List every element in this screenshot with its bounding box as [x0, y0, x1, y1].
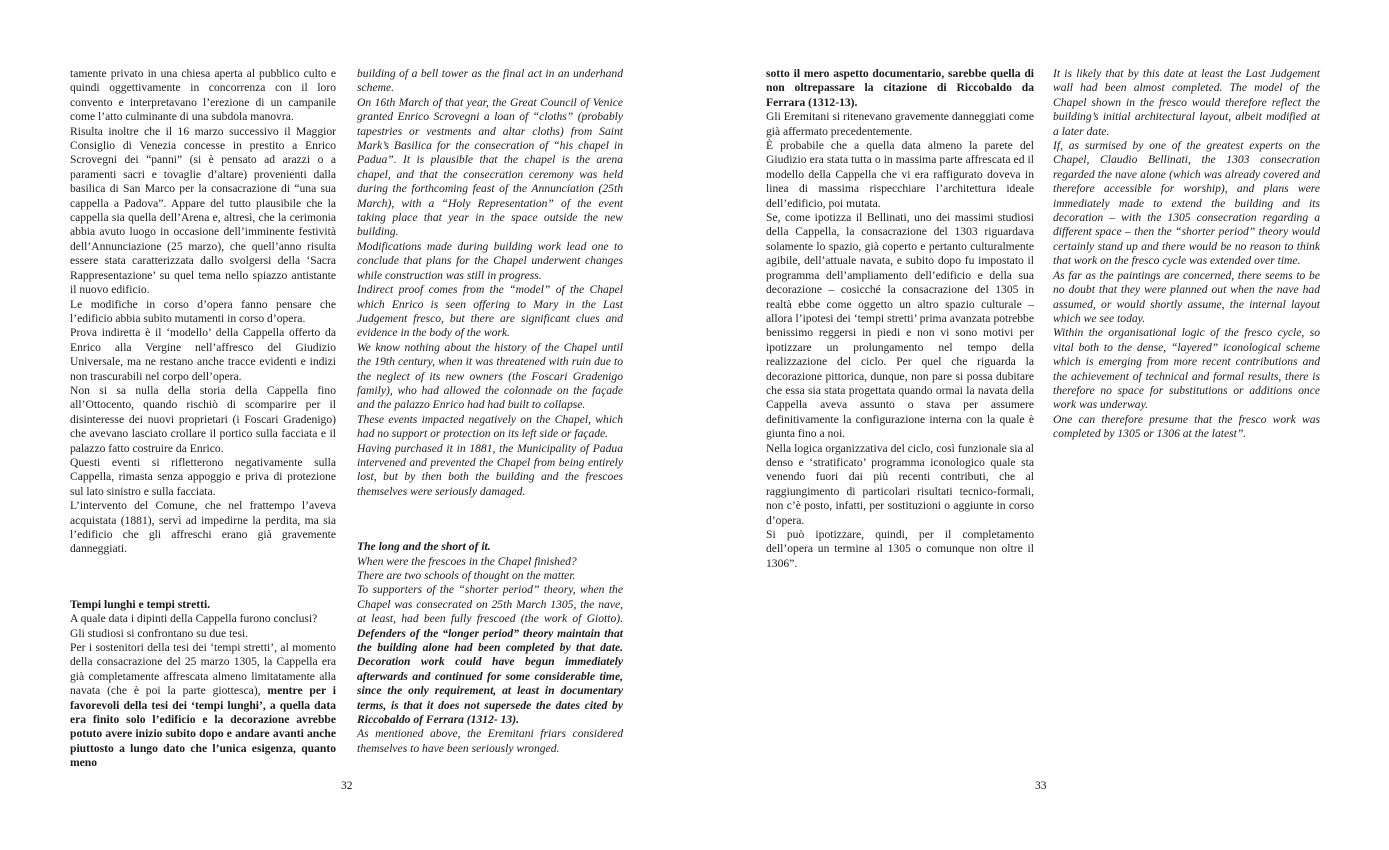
text-run: To supporters of the “shorter period” theory, when the Chapel was consecrated on 25th March 1305, the nave, at least, had been fully frescoed (the work of Giotto). [357, 583, 623, 626]
paragraph: L’intervento del Comune, che nel frattempo l’aveva acquistata (1881), servì ad impedirne la perdita, ma sia l’edificio che gli affreschi erano già gravemente danneggiati. [70, 499, 336, 556]
paragraph: Prova indiretta è il ‘modello’ della Cappella offerto da Enrico alla Vergine nell’affresco del Giudizio Universale, ma ne restano anche tracce evidenti e indizi non trascurabili nel corpo dell’opera. [70, 326, 336, 383]
paragraph: We know nothing about the history of the Chapel until the 19th century, when it was threatened with ruin due to the neglect of its new owners (the Foscari Gradenigo family), who had allowed the colonnade on the façade and the palazzo Enrico had had built to collapse. [357, 340, 623, 412]
paragraph: Indirect proof comes from the “model” of the Chapel which Enrico is seen offering to Mary in the Last Judgement fresco, but there are significant clues and evidence in the body of the work. [357, 283, 623, 340]
paragraph: Gli studiosi si confrontano su due tesi. [70, 626, 249, 640]
paragraph: When were the frescoes in the Chapel finished? [357, 554, 577, 568]
spacer [70, 584, 336, 598]
paragraph: Questi eventi si rifletterono negativamente sulla Cappella, rimasta senza appoggio e priva di protezione sul lato sinistro e sulla facciata. [70, 455, 336, 498]
left-page-italian-column [70, 67, 336, 771]
paragraph: È probabile che a quella data almeno la parete del Giudizio era stata tutta o in massima parte affrescata ed il modello della Cappella che vi era raffigurato doveva in linea di massima rispecchiare l’architettura ideale dell’edificio, poi mutata. [766, 139, 1034, 210]
paragraph: Gli Eremitani si ritenevano gravemente danneggiati come già affermato precedentemente. [766, 110, 1034, 138]
paragraph: Non si sa nulla della storia della Cappella fino all’Ottocento, quando rischiò di scomparire per il disinteresse dei nuovi proprietari (i Foscari Gradenigo) che avevano lasciato crollare il portico sulla facciata e il palazzo fatto costruire da Enrico. [70, 383, 336, 455]
paragraph: These events impacted negatively on the Chapel, which had no support or protection on its left side or façade. [357, 412, 623, 441]
paragraph: If, as surmised by one of the greatest experts on the Chapel, Claudio Bellinati, the 1303 consecration regarded the nave alone (which was already covered and therefore accessible for worship), and plans were immediately made to extend the building and its decoration – with the 1305 consecration regarding a different space – then the “shorter period” theory would certainly stand up and there would be no reason to think that work on the fresco cycle was extended over time. [1053, 139, 1320, 268]
section-heading: The long and the short of it. [357, 540, 491, 554]
right-page-english-column [1053, 67, 1320, 442]
paragraph [70, 641, 336, 771]
paragraph: Nella logica organizzativa del ciclo, così funzionale sia al denso e ‘stratificato’ programma iconologico quale sta venendo fuori dai più recenti contributi, che al raggiungimento di particolari risultati tecnico-formali, non c’è posto, infatti, per sostituzioni o aggiunte in corso d’opera. [766, 441, 1034, 527]
paragraph: sotto il mero aspetto documentario, sarebbe quella di non oltrepassare la citazione di Riccobaldo da Ferrara (1312-13). [766, 67, 1034, 109]
bold-text-run: Defenders of the “longer period” theory maintain that the building alone had been completed by that date. Decoration work could have begun immediately afterwards and continued for some considerable time, since the only requirement, at least in documentary terms, is that it does not supersede the dates cited by Riccobaldo of Ferrara (1312- 13). [357, 626, 623, 727]
paragraph: Within the organisational logic of the fresco cycle, so vital both to the dense, “layered” iconological scheme which is emerging from more recent contributions and the achievement of technical and formal results, there is therefore no space for substitutions or additions once work was underway. [1053, 326, 1320, 412]
page-number: 33 [1035, 780, 1047, 792]
left-page-english-column [357, 67, 623, 756]
spacer [357, 526, 623, 540]
paragraph: Having purchased it in 1881, the Municipality of Padua intervened and prevented the Chapel from being entirely lost, but by then both the building and the frescoes themselves were seriously damaged. [357, 441, 623, 498]
right-page-italian-column [766, 67, 1034, 571]
paragraph: A quale data i dipinti della Cappella furono conclusi? [70, 612, 318, 626]
paragraph: It is likely that by this date at least the Last Judgement wall had been almost completed. The model of the Chapel shown in the fresco would therefore reflect the building’s initial architectural layout, albeit modified at a later date. [1053, 67, 1320, 138]
paragraph: One can therefore presume that the fresco work was completed by 1305 or 1306 at the latest”. [1053, 412, 1320, 441]
section-heading: Tempi lunghi e tempi stretti. [70, 597, 211, 611]
paragraph: Le modifiche in corso d’opera fanno pensare che l’edificio abbia subito mutamenti in corso d’opera. [70, 297, 336, 325]
paragraph: building of a bell tower as the final act in an underhand scheme. [357, 67, 623, 95]
text-run: Per i sostenitori della tesi dei ‘tempi stretti’, al momento della consacrazione del 25 marzo 1305, la Cappella era già completamente affrescata almeno limitatamente alla navata (che è poi la parte giottesca), [70, 641, 336, 698]
paragraph: As far as the paintings are concerned, there seems to be no doubt that they were planned out when the nave had assumed, or would shortly assume, the internal layout which we see today. [1053, 268, 1320, 325]
paragraph: There are two schools of thought on the matter. [357, 569, 576, 582]
bold-text-run: mentre per i favorevoli della tesi dei ‘tempi lunghi’, a quella data era finito solo l’edificio e la decorazione avrebbe potuto avere inizio subito dopo e andare avanti anche piuttosto a lungo dato che l’unica esigenza, quanto meno [70, 684, 336, 770]
paragraph: Modifications made during building work lead one to conclude that plans for the Chapel underwent changes while construction was still in progress. [357, 239, 623, 282]
paragraph: Si può ipotizzare, quindi, per il completamento dell’opera un termine al 1305 o comunque non oltre il 1306”. [766, 528, 1034, 570]
paragraph: On 16th March of that year, the Great Council of Venice granted Enrico Scrovegni a loan of “cloths” (probably tapestries or vestments and altar cloths) from Saint Mark’s Basilica for the consecration of “his chapel in Padua”. It is plausible that the chapel is the arena chapel, and that the consecration ceremony was held during the forthcoming feast of the Annunciation (25th March), with a “Holy Representation” of the event taking place that year in the space outside the new building. [357, 95, 623, 239]
paragraph: Se, come ipotizza il Bellinati, uno dei massimi studiosi della Cappella, la consacrazione del 1303 riguardava solamente lo spazio, già coperto e pertanto culturalmente agibile, dell’attuale navata, e subito dopo fu impostato il programma dell’ampliamento dell’edificio e della sua decorazione – cosicché la consacrazione del 1305 in realtà ebbe come oggetto un altro spazio culturale – allora l’ipotesi dei ‘tempi stretti’ prima avanzata potrebbe benissimo reggersi in piedi e non vi sono motivi per ipotizzare un prolungamento nel tempo della realizzazione del ciclo. Per quel che riguarda la decorazione pittorica, dunque, non pare si possa dubitare che essa sia stata progettata quando ormai la navata della Cappella aveva assunto o stava per assumere definitivamente la configurazione interna con la quale è giunta fino a noi. [766, 211, 1034, 441]
spacer [70, 557, 336, 584]
paragraph: tamente privato in una chiesa aperta al pubblico culto e quindi oggettivamente in concorrenza con il loro convento e interpretavano l’erezione di un campanile come l’atto culminante di una subdola manovra. [70, 67, 336, 124]
paragraph: Risulta inoltre che il 16 marzo successivo il Maggior Consiglio di Venezia concesse in prestito a Enrico Scrovegni dei “panni” (si è pensato ad arazzi o a paramenti sacri e tovaglie d’altare) provenienti dalla basilica di San Marco per la consacrazione di “una sua cappella a Padova”. Appare del tutto plausibile che la cappella sia quella dell’Arena e, altresì, che la cerimonia abbia avuto luogo in occasione dell’imminente festività dell’Annunciazione (25 marzo), che quell’anno risulta essere stata caratterizzata dallo svolgersi della ‘Sacra Rappresentazione’ su quel tema nello spiazzo antistante il nuovo edificio. [70, 124, 336, 297]
spacer [357, 499, 623, 526]
page-number: 32 [341, 780, 353, 792]
paragraph: As mentioned above, the Eremitani friars considered themselves to have been seriously wronged. [357, 727, 623, 755]
paragraph [357, 583, 623, 727]
